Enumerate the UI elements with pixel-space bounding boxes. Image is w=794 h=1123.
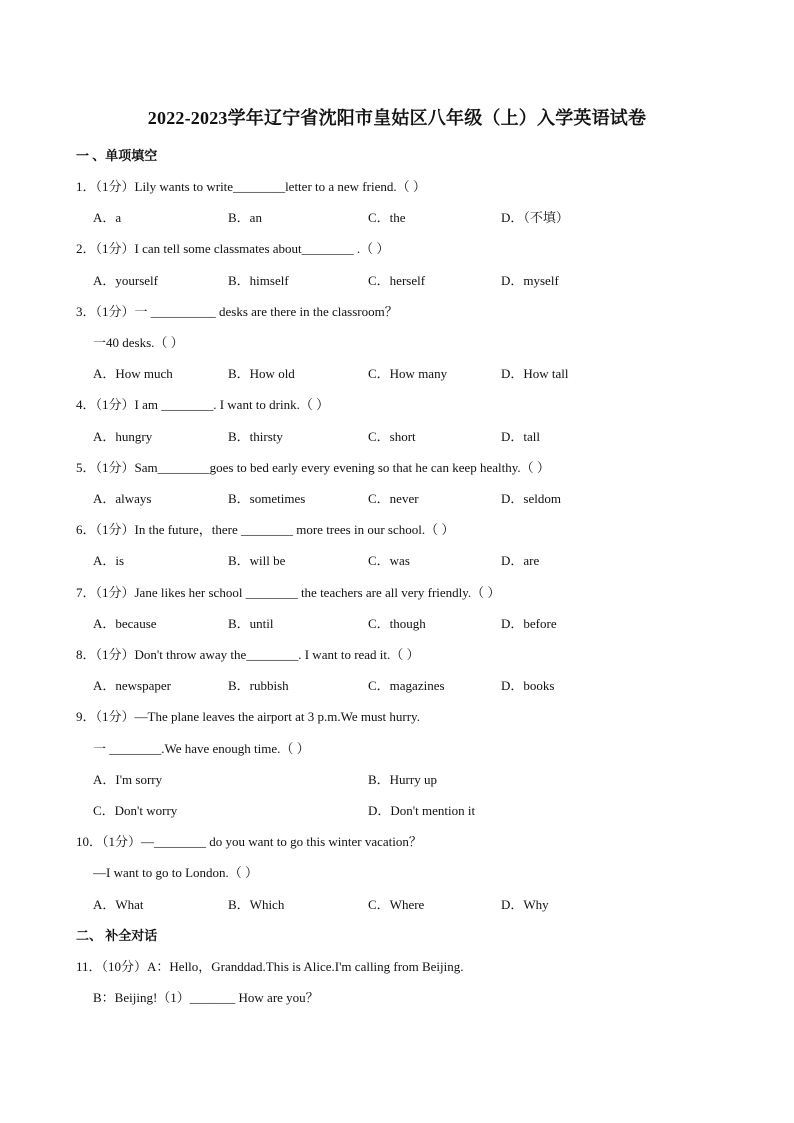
q6-option-c[interactable]: C．was [368,553,410,568]
q1-option-d[interactable]: D．（不填） [501,210,569,225]
q1-option-a[interactable]: A．a [93,210,122,225]
q7-option-b[interactable]: B．until [228,616,274,631]
q1-option-c[interactable]: C．the [368,210,406,225]
q2-option-a[interactable]: A．yourself [93,273,158,288]
question-3-response: 一40 desks.（ ） [93,335,184,350]
question-9-stem: 9．（1分）—The plane leaves the airport at 3 p.m.We must hurry. [76,709,420,724]
q2-option-b[interactable]: B．himself [228,273,289,288]
question-9-response: 一 ________.We have enough time.（ ） [93,741,310,756]
q8-option-b[interactable]: B．rubbish [228,678,289,693]
question-8-stem: 8．（1分）Don't throw away the________. I want to read it.（ ） [76,647,420,662]
question-1-stem: 1．（1分）Lily wants to write________letter to a new friend.（ ） [76,179,426,194]
question-11-dialogue-b: B：Beijing!（1）_______ How are you？ [93,990,319,1005]
q1-option-b[interactable]: B．an [228,210,262,225]
q8-option-a[interactable]: A．newspaper [93,678,171,693]
question-2-stem: 2．（1分）I can tell some classmates about________ .（ ） [76,241,390,256]
q10-option-d[interactable]: D．Why [501,897,549,912]
question-10-response: —I want to go to London.（ ） [93,865,259,880]
q9-option-c[interactable]: C．Don't worry [93,803,178,818]
section-heading-dialogue: 二、 补全对话 [76,928,158,943]
q9-option-d[interactable]: D．Don't mention it [368,803,476,818]
q5-option-a[interactable]: A．always [93,491,152,506]
q8-option-c[interactable]: C．magazines [368,678,445,693]
q4-option-b[interactable]: B．thirsty [228,429,283,444]
q5-option-d[interactable]: D．seldom [501,491,561,506]
q3-option-b[interactable]: B．How old [228,366,295,381]
q7-option-a[interactable]: A．because [93,616,157,631]
question-6-stem: 6．（1分）In the future，there ________ more trees in our school.（ ） [76,522,455,537]
q9-option-a[interactable]: A．I'm sorry [93,772,163,787]
q6-option-a[interactable]: A．is [93,553,125,568]
q10-option-b[interactable]: B．Which [228,897,285,912]
q3-option-c[interactable]: C．How many [368,366,448,381]
q3-option-d[interactable]: D．How tall [501,366,569,381]
question-3-stem: 3．（1分）一 __________ desks are there in the classroom？ [76,304,398,319]
q7-option-c[interactable]: C．though [368,616,426,631]
question-7-stem: 7．（1分）Jane likes her school ________ the teachers are all very friendly.（ ） [76,585,501,600]
q6-option-d[interactable]: D．are [501,553,540,568]
q2-option-d[interactable]: D．myself [501,273,559,288]
q9-option-b[interactable]: B．Hurry up [368,772,437,787]
question-4-stem: 4．（1分）I am ________. I want to drink.（ ） [76,397,330,412]
q4-option-d[interactable]: D．tall [501,429,540,444]
q10-option-a[interactable]: A．What [93,897,144,912]
page-title: 2022-2023学年辽宁省沈阳市皇姑区八年级（上）入学英语试卷 [147,108,647,128]
q6-option-b[interactable]: B．will be [228,553,286,568]
q2-option-c[interactable]: C．herself [368,273,426,288]
q5-option-c[interactable]: C．never [368,491,419,506]
question-5-stem: 5．（1分）Sam________goes to bed early every evening so that he can keep healthy.（ ） [76,460,550,475]
q10-option-c[interactable]: C．Where [368,897,425,912]
section-heading-single-choice: 一 、单项填空 [76,148,158,163]
q7-option-d[interactable]: D．before [501,616,557,631]
question-11-stem: 11．（10分）A：Hello，Granddad.This is Alice.I'm calling from Beijing. [76,959,464,974]
q4-option-a[interactable]: A．hungry [93,429,153,444]
q5-option-b[interactable]: B．sometimes [228,491,306,506]
q3-option-a[interactable]: A．How much [93,366,173,381]
q8-option-d[interactable]: D．books [501,678,555,693]
question-10-stem: 10．（1分）—________ do you want to go this winter vacation？ [76,834,422,849]
q4-option-c[interactable]: C．short [368,429,416,444]
